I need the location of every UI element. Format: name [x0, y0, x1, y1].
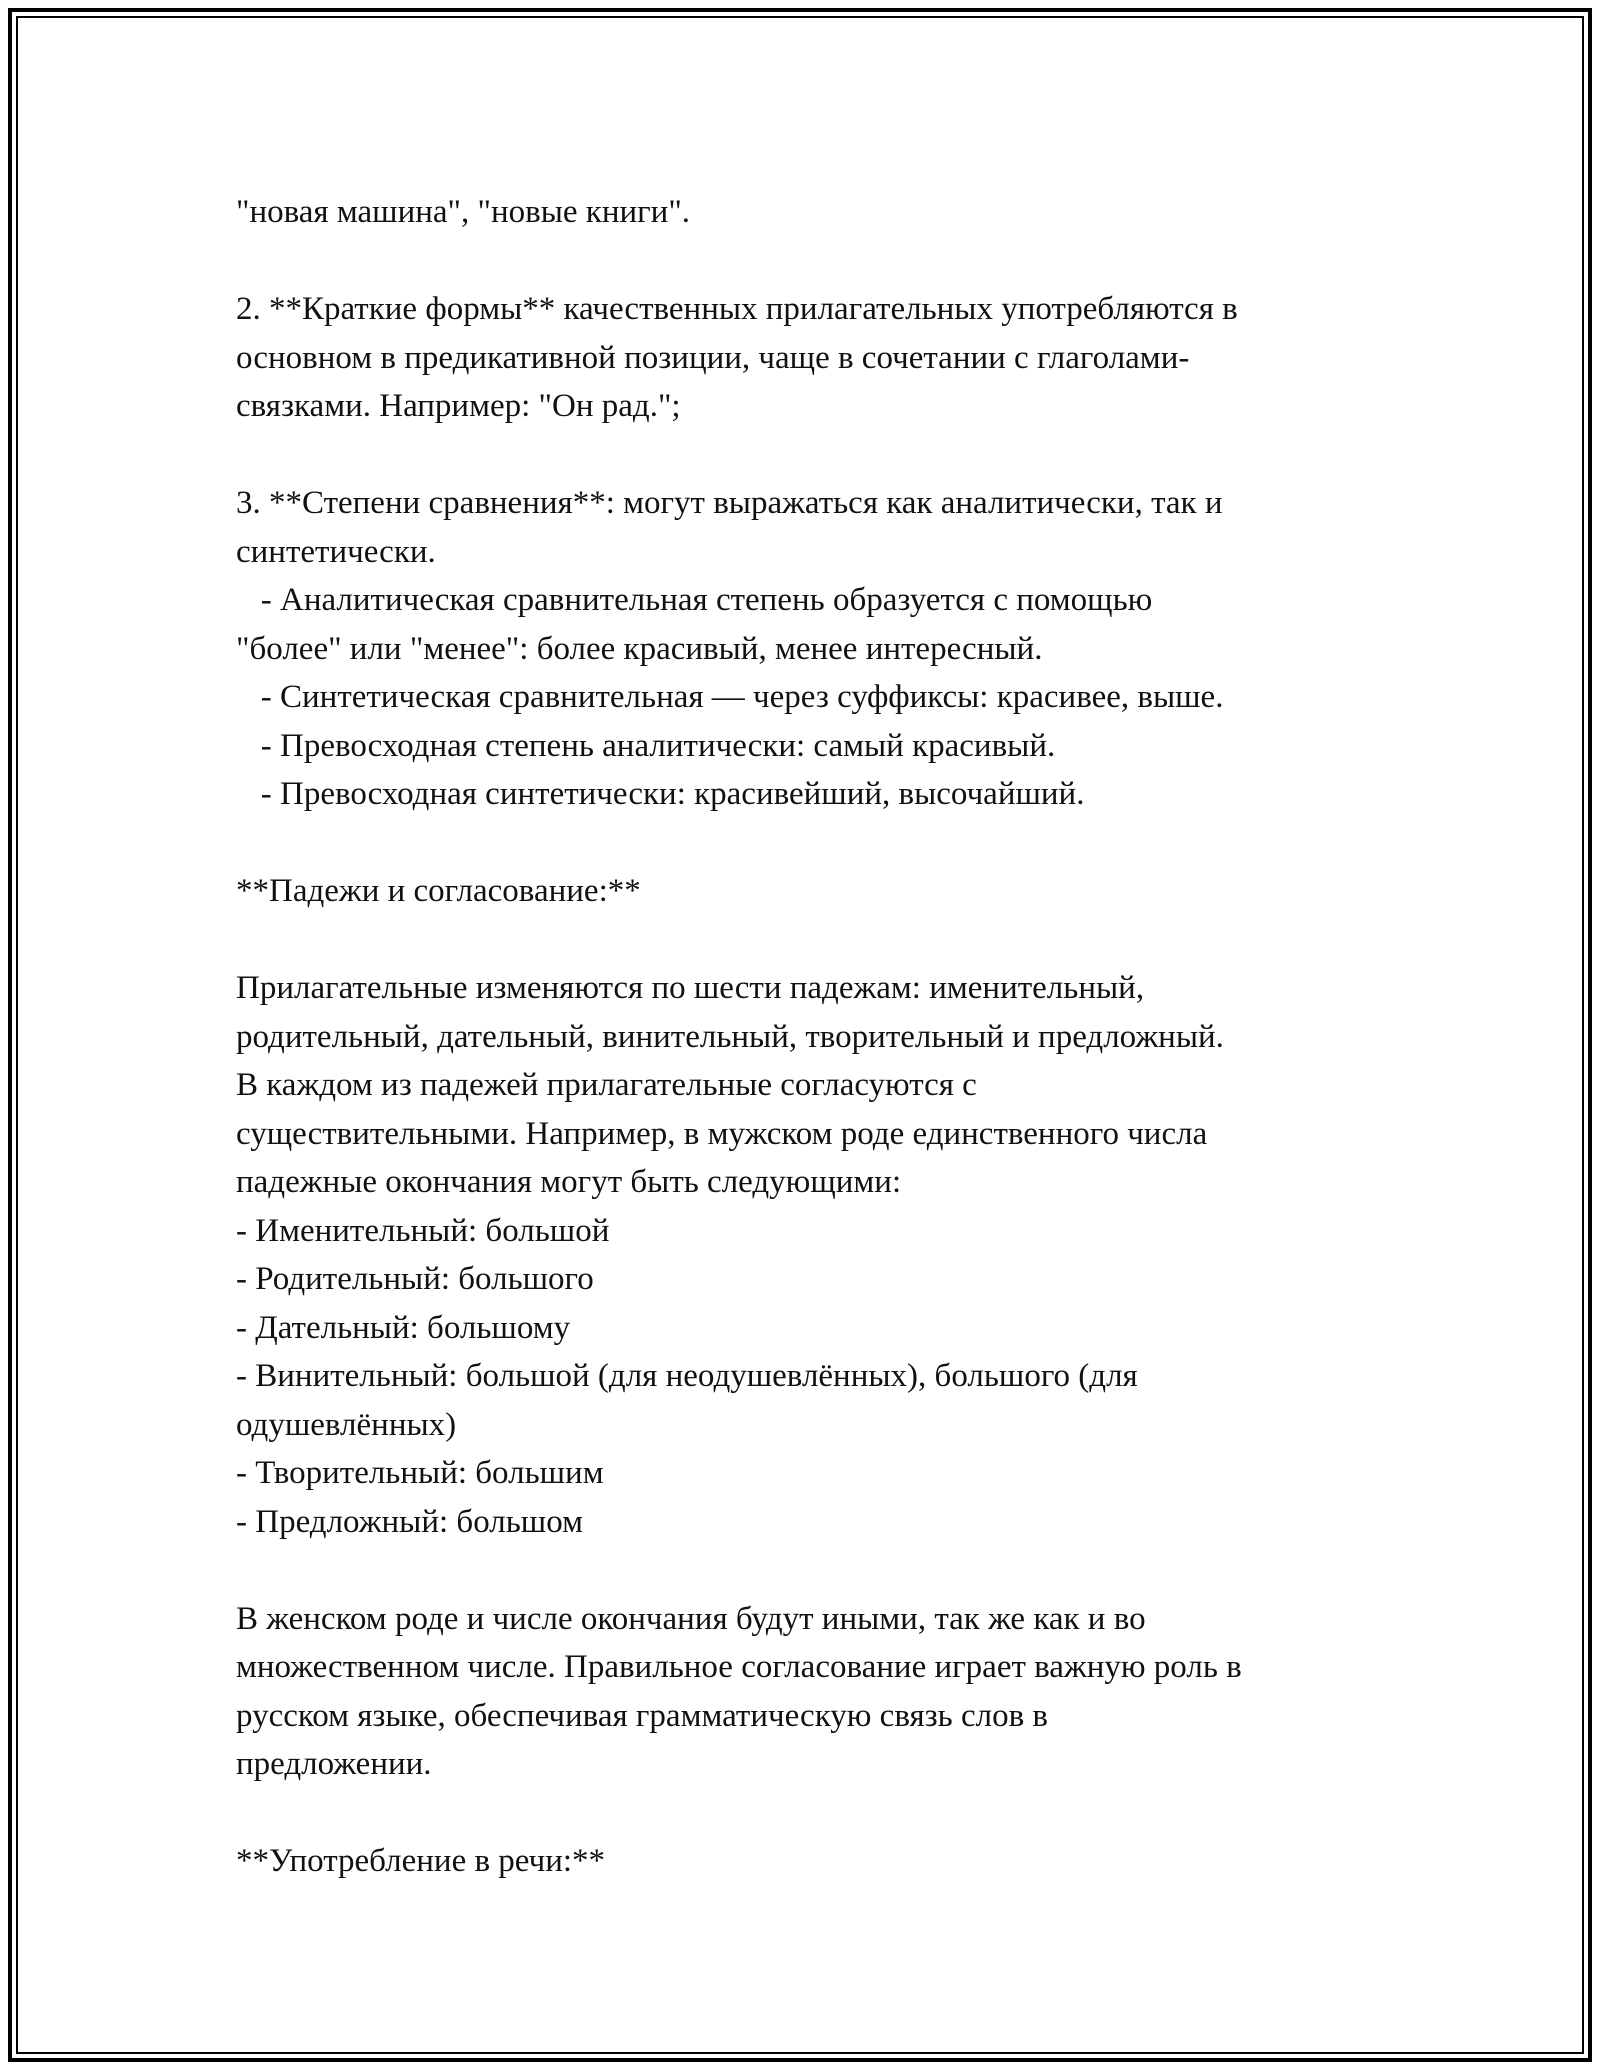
text-line: 2. **Краткие формы** качественных прилагательных употребляются в — [236, 291, 1238, 327]
list-item: - Предложный: большом — [236, 1503, 583, 1540]
text-line: В женском роде и числе окончания будут иными, так же как и во — [236, 1600, 1146, 1637]
blank-line — [236, 1789, 1436, 1838]
text-line: - Аналитическая сравнительная степень образуется с помощью — [236, 582, 1153, 618]
text-line: - Превосходная синтетически: красивейший, высочайший. — [236, 776, 1085, 812]
section-heading: **Падежи и согласование:** — [236, 873, 641, 909]
list-item: - Родительный: большого — [236, 1261, 594, 1297]
text-line: падежные окончания могут быть следующими: — [236, 1164, 902, 1200]
text-line: В каждом из падежей прилагательные согласуются с — [236, 1067, 977, 1103]
blank-line — [236, 916, 1436, 965]
text-line: "новая машина", "новые книги". — [236, 194, 691, 230]
blank-line — [236, 819, 1436, 868]
text-line: основном в предикативной позиции, чаще в сочетании с глаголами- — [236, 339, 1190, 376]
section-heading: **Употребление в речи:** — [236, 1843, 606, 1879]
text-line: - Превосходная степень аналитически: самый красивый. — [236, 727, 1056, 764]
text-line: множественном числе. Правильное согласование играет важную роль в — [236, 1649, 1242, 1685]
list-item: - Творительный: большим — [236, 1455, 604, 1491]
list-item: одушевлённых) — [236, 1406, 457, 1443]
text-line: "более" или "менее": более красивый, менее интересный. — [236, 630, 1043, 667]
text-line: Прилагательные изменяются по шести падежам: именительный, — [236, 970, 1145, 1006]
blank-line — [236, 237, 1436, 286]
blank-line — [236, 431, 1436, 480]
text-line: синтетически. — [236, 533, 436, 570]
text-line: связками. Например: "Он рад."; — [236, 388, 681, 424]
list-item: - Винительный: большой (для неодушевлённых), большого (для — [236, 1358, 1138, 1394]
text-line: - Синтетическая сравнительная — через суффиксы: красивее, выше. — [236, 679, 1224, 715]
text-line: предложении. — [236, 1746, 432, 1782]
list-item: - Дательный: большому — [236, 1309, 571, 1346]
text-line: 3. **Степени сравнения**: могут выражаться как аналитически, так и — [236, 485, 1223, 521]
text-line: русском языке, обеспечивая грамматическую связь слов в — [236, 1697, 1049, 1734]
document-body — [236, 188, 1436, 1886]
list-item: - Именительный: большой — [236, 1212, 610, 1249]
text-line: родительный, дательный, винительный, творительный и предложный. — [236, 1018, 1224, 1055]
blank-line — [236, 1546, 1436, 1595]
text-line: существительными. Например, в мужском роде единственного числа — [236, 1115, 1208, 1152]
